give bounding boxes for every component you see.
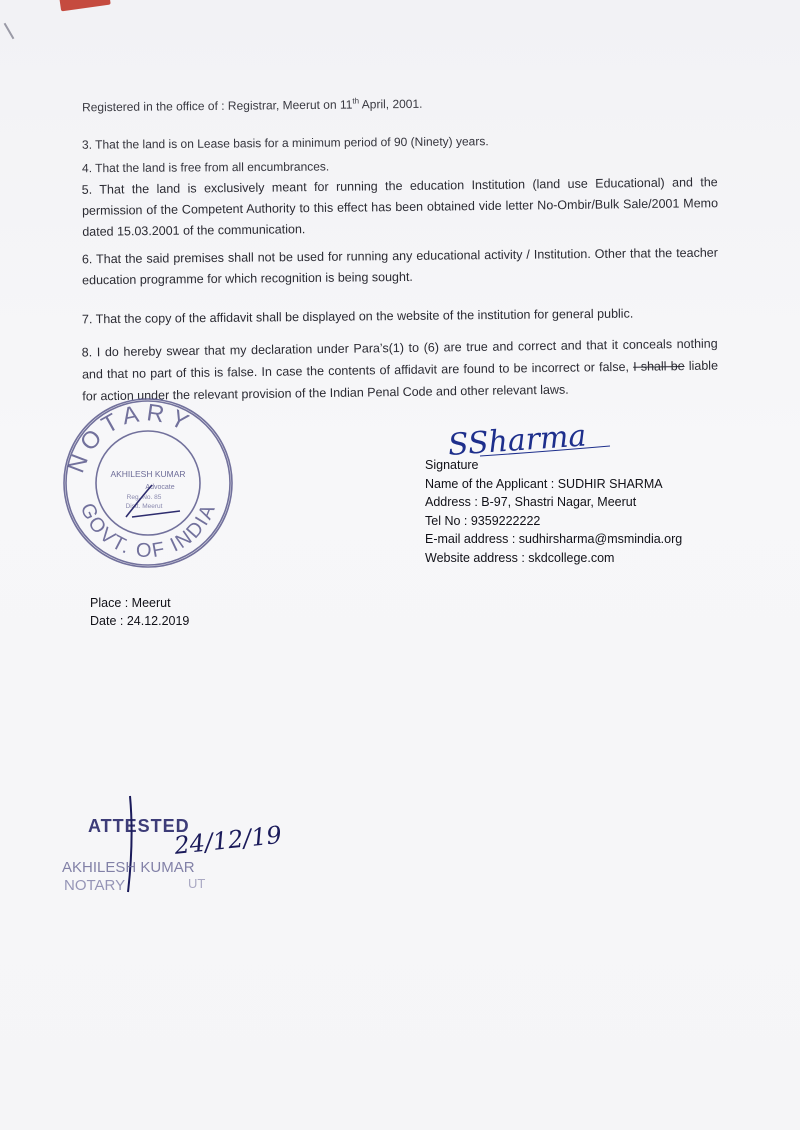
- attested-stamp-graphic: [62, 780, 292, 900]
- attested-stamp: [62, 780, 292, 900]
- applicant-details: [425, 456, 682, 567]
- notary-seal-role: Advocate: [145, 484, 175, 491]
- notary-seal-bottom-text: GOVT. OF INDIA: [75, 499, 221, 563]
- place-date-block: [90, 594, 189, 630]
- paragraph-3: 3. That the land is on Lease basis for a minimum period of 90 (Ninety) years.: [81, 134, 489, 152]
- notary-seal-place: Distt. Meerut: [125, 503, 163, 510]
- paragraph-8-text-b: liable for action under the relevant provision of the Indian Penal Code and other relevant laws.: [82, 358, 719, 404]
- applicant-email: E-mail address : sudhirsharma@msmindia.org: [425, 532, 683, 546]
- edge-pen-mark: [4, 23, 15, 40]
- attested-vertical-stroke: [128, 796, 132, 892]
- signature-label: Signature: [425, 458, 479, 472]
- signature-scribble-text: SSharma: [446, 418, 588, 463]
- date-line: Date : 24.12.2019: [90, 614, 190, 628]
- attested-role: NOTARY: [64, 877, 126, 894]
- applicant-address: Address : B-97, Shastri Nagar, Meerut: [425, 495, 637, 509]
- notary-seal: [60, 395, 236, 571]
- registration-line: [82, 87, 718, 119]
- paragraph-6: 6. That the said premises shall not be used for running any educational activity / Institution. Other that the teacher education programme for which recognition is being sought.: [81, 245, 718, 288]
- notary-seal-graphic: [60, 395, 236, 571]
- applicant-tel: Tel No : 9359222222: [425, 513, 541, 528]
- corner-ink-mark: [59, 0, 110, 11]
- registration-sup: th: [352, 96, 360, 106]
- paragraph-5: 5. That the land is exclusively meant for running the education Institution (land use Educational) and the permission of the Competent Authority to this effect has been obtained vide letter No-Ombir/Bulk Sale/2001 Memo dated 15.03.2001 of the communication.: [81, 175, 719, 239]
- attested-title: ATTESTED: [88, 816, 190, 836]
- paragraph-8-text-a: 8. I do hereby swear that my declaration under Para’s(1) to (6) are true and correct and that it conceals nothing and that no part of this is false. In case the contents of affidavit are found to be incorrect or false,: [81, 336, 718, 382]
- attested-role-suffix: UT: [188, 876, 206, 891]
- applicant-name: Name of the Applicant : SUDHIR SHARMA: [425, 476, 663, 491]
- paragraph-7: 7. That the copy of the affidavit shall be displayed on the website of the institution for general public.: [81, 306, 634, 327]
- attested-handwritten-date: 24/12/19: [172, 820, 284, 860]
- attested-name: AKHILESH KUMAR: [62, 859, 195, 876]
- notary-seal-name: AKHILESH KUMAR: [110, 469, 186, 479]
- notary-seal-reg: Reg. No. 85: [126, 494, 162, 501]
- applicant-website: Website address : skdcollege.com: [425, 550, 615, 565]
- paragraph-8-struck-text: I shall be: [633, 359, 685, 374]
- registration-text: Registered in the office of : Registrar, Meerut on 11: [81, 97, 353, 115]
- notary-seal-top-text: NOTARY: [62, 399, 199, 477]
- paragraph-4: 4. That the land is free from all encumbrances.: [81, 159, 330, 176]
- place-line: Place : Meerut: [90, 596, 171, 610]
- registration-date: April, 2001.: [358, 96, 423, 112]
